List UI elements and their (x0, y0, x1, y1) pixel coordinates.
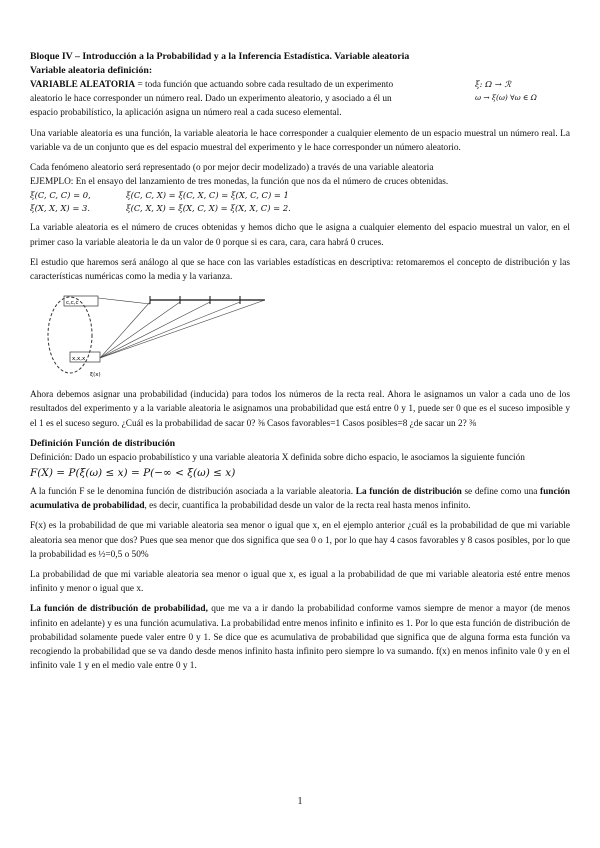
formula-bottom: ω → ξ(ω) ∀ω ∈ Ω (475, 93, 537, 102)
paragraph-fx: F(x) es la probabilidad de que mi variable aleatoria sea menor o igual que x, en el ejemplo anterior ¿cuál es la probabilidad de que mi variable aleatoria sea menor que dos? Pues que sea menor que dos significa que sea 0 o 1, por lo que hay 4 casos favorables y 8 casos posibles, por lo que la probabilidad es ½=0,5 o 50% (30, 521, 570, 560)
paragraph-probability: Ahora debemos asignar una probabilidad (inducida) para todos los números de la recta real. Ahora le asignamos un valor a cada uno de los resultados del experimento y a la variable aleatoria le asignamos una probabilidad que está entre 0 y 1, puede ser 0 que es el suceso imposible y el 1 es el suceso seguro. ¿Cuál es la probabilidad de sacar 0? ⅜ Casos favorables=1 Casos posibles=8 ¿de sacar un 2? ⅜ (30, 390, 570, 429)
definition-line-3: espacio probabilístico, la aplicación asigna un número real a cada suceso elemental. (30, 108, 342, 119)
paragraph-function: Una variable aleatoria es una función, la variable aleatoria le hace corresponder a cualquier elemento de un espacio muestral un número real. La variable va de un conjunto que es del espacio muestral del experimento y le hace corresponder un número aleatorio. (30, 128, 570, 153)
paragraph-interval: La probabilidad de que mi variable aleatoria sea menor o igual que x, es igual a la probabilidad de que mi variable aleatoria esté entre menos infinito y menor o igual que x. (30, 570, 570, 595)
formula-top: ξ: Ω → ℛ (475, 79, 512, 89)
definition-text: Definición: Dado un espacio probabilístico y una variable aleatoria X definida sobre dicho espacio, le asociamos la siguiente función (30, 452, 525, 463)
diagram-label-a: c,c,c (66, 300, 79, 307)
section-subtitle: Variable aleatoria definición: (30, 65, 153, 76)
mapping-diagram-svg (30, 290, 290, 380)
equation: ξ(X, X, X) = 3. (30, 203, 91, 214)
distribution-formula: F(X) = P(ξ(ω) ≤ x) = P(−∞ < ξ(ω) ≤ x) (30, 467, 236, 480)
example-label: EJEMPLO: (30, 177, 74, 188)
equation: ξ(C, C, X) = ξ(C, X, C) = ξ(X, C, C) = 1 (126, 190, 289, 201)
definition-line-2: aleatorio le hace corresponder un número real. Dado un experimento aleatorio, y asociado a él un (30, 94, 392, 105)
equation: ξ(C, X, X) = ξ(X, C, X) = ξ(X, X, C) = 2. (126, 203, 291, 214)
equations-row-2 (30, 202, 570, 215)
paragraph-cumulative: La función de distribución de probabilidad, que me va a ir dando la probabilidad conforme vamos siempre de menor a mayor (de menos infinito en adelante) y es una función acumulativa. La probabilidad entre menos infinito e infinito es 1. Por lo que esta función de distribución de probabilidad solamente puede valer entre 0 y 1. Se dice que es acumulativa de probabilidad que significa que de alguna forma esta función va recogiendo la probabilidad que se va dando desde menos infinito hasta infinito pero siempre lo va sumando. f(x) en menos infinito vale 0 y en el infinito vale 1 y en el medio vale entre 0 y 1. (30, 604, 570, 672)
mapping-formula (475, 78, 570, 104)
page-number: 1 (297, 796, 303, 807)
diagram-label-c: ξ(x) (90, 372, 101, 379)
paragraph-study: El estudio que haremos será análogo al que se hace con las variables estadísticas en descriptiva: retomaremos el concepto de distribución y las características numéricas como la media y la varianza. (30, 257, 570, 283)
diagram-label-b: x,x,x (72, 356, 86, 363)
equation: ξ(C, C, C) = 0, (30, 190, 91, 201)
definition-term: VARIABLE ALEATORIA (30, 80, 136, 90)
paragraph-model: Cada fenómeno aleatorio será representado (o por mejor decir modelizado) a través de una variable aleatoria (30, 163, 434, 174)
paragraph-crosses: La variable aleatoria es el número de cruces obtenidas y hemos dicho que le asigna a cualquier elemento del espacio muestral un valor, en el primer caso la variable aleatoria le da un valor de 0 porque si es cara, cara, cara habrá 0 cruces. (30, 223, 570, 248)
example-line: EJEMPLO: En el ensayo del lanzamiento de tres monedas, la función que nos da el número de cruces obtenidas. (30, 177, 449, 188)
definition-line-1: VARIABLE ALEATORIA = toda función que actuando sobre cada resultado de un experimento (30, 80, 394, 90)
equations-row-1 (30, 189, 570, 202)
document-title: Bloque IV – Introducción a la Probabilidad y a la Inferencia Estadística. Variable aleatoria (30, 51, 410, 62)
mapping-diagram (30, 290, 570, 380)
definition-heading: Definición Función de distribución (30, 437, 176, 449)
paragraph-distribution: A la función F se le denomina función de distribución asociada a la variable aleatoria. La función de distribución se define como una función acumulativa de probabilidad, es decir, cuantifica la probabilidad desde un valor de la recta real hasta menos infinito. (30, 487, 570, 512)
document-page (30, 50, 570, 679)
definition-block (30, 78, 570, 127)
